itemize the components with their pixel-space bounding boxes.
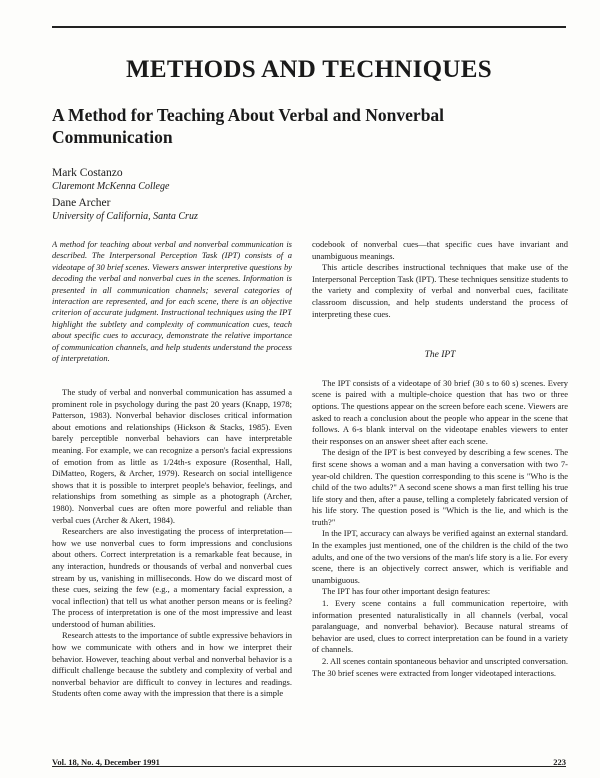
abstract-lead: A method for teaching about verbal and nonverbal communication is described. — [52, 239, 292, 261]
body-paragraph: The IPT consists of a videotape of 30 brief (30 s to 60 s) scenes. Every scene is paired with a multiple-choice question that has two or three options. The questions appear on the screen before each scene. Viewers are asked to reach a conclusion about the people who appear in the scene that follows. A 6-s blank interval on the videotape enables viewers to enter their responses on an answer sheet after each scene. — [312, 377, 568, 446]
body-paragraph: The design of the IPT is best conveyed by describing a few scenes. The first scene shows a woman and a man having a conversation with two 7-year-old children. The question corresponding to this scene is "Who is the child of the two adults?" A second scene shows a man first telling his true life story and then, after a pause, telling a completely fabricated version of his life story. The question posed is "Which is the lie, and which is the truth?" — [312, 447, 568, 527]
body-paragraph: This article describes instructional techniques that make use of the Interpersonal Perception Task (IPT). These techniques sensitize students to the variety and complexity of verbal and nonverbal cues, facilitate classroom discussion, and help students understand the process of interpreting these cues. — [312, 262, 568, 319]
author-affiliation: Claremont McKenna College — [52, 181, 170, 192]
body-paragraph: codebook of nonverbal cues—that specific cues have invariant and unambiguous meanings. — [312, 239, 568, 261]
section-title: METHODS AND TECHNIQUES — [126, 56, 492, 83]
abstract — [52, 239, 292, 373]
body-paragraph: In the IPT, accuracy can always be verified against an external standard. In the examples just mentioned, one of the children is the child of the two adults, and one of the two versions of the man's life story is a lie. For every scene, there is an objectively correct answer, which is verifiable and unambiguous. — [312, 528, 568, 585]
left-column — [52, 239, 292, 700]
body-paragraph: The IPT has four other important design features: — [322, 586, 491, 597]
author-name: Dane Archer — [52, 197, 111, 209]
author-block — [52, 196, 198, 224]
right-column — [312, 239, 568, 679]
author-affiliation: University of California, Santa Cruz — [52, 211, 198, 222]
section-subheading: The IPT — [424, 350, 456, 361]
list-item: 2. All scenes contain spontaneous behavior and unscripted conversation. The 30 brief scenes were extracted from longer videotaped interactions. — [312, 656, 568, 678]
list-item: 1. Every scene contains a full communication repertoire, with information presented naturalistically in all channels (verbal, vocal paralanguage, and nonverbal behavior). Because natural streams of behavior are used, clues to correct interpretation can be found in a variety of channels. — [312, 598, 568, 655]
body-paragraph: Research attests to the importance of subtle expressive behaviors in how we communicate with others and in how we interpret their behavior. However, teaching about verbal and nonverbal behavior is a difficult challenge because the subtlety and complexity of verbal and nonverbal behavior are difficult to convey in lectures and readings. Students often come away with the impression that there is a simple — [52, 630, 292, 699]
article-title: A Method for Teaching About Verbal and Nonverbal Communication — [52, 105, 445, 147]
journal-citation: Vol. 18, No. 4, December 1991 — [52, 757, 160, 767]
body-paragraph: Researchers are also investigating the process of interpretation—how we use nonverbal cues to form impressions and conclusions about others. Correct interpretation is a remarkable feat because, in any interaction, hundreds or thousands of verbal and nonverbal cues stream by us, vanishing in milliseconds. How do we discard most of these cues, seizing the few (e.g., a momentary facial expression, a vocal inflection) that tell us what another person means or is feeling? The process of interpretation is one of the most impressive and least understood of human abilities. — [52, 526, 292, 629]
body-paragraph: The study of verbal and nonverbal communication has assumed a prominent role in psychology during the past 20 years (Knapp, 1978; Patterson, 1983). Nonverbal behavior discloses critical information about emotions and relationships (Hickson & Stacks, 1985). Even barely perceptible nonverbal behaviors can have interpretable meaning. For example, we can recognize a person's facial expressions of emotion from as little as 1/24th-s exposure (Rosenthal, Hall, DiMatteo, Rogers, & Archer, 1979). Research on social intelligence shows that it is possible to interpret people's behavior, feelings, and relationships from something as simple as a photograph (Archer, 1980). Nonverbal cues are often more powerful and reliable than verbal cues (Archer & Akert, 1984). — [52, 387, 292, 525]
top-rule — [52, 26, 566, 28]
abstract-text: The Interpersonal Perception Task (IPT) consists of a videotape of 30 brief scenes. Viewers answer interpretive questions by decoding the verbal and nonverbal cues in the scenes. Information is presented in all communication channels; several categories of interaction are represented, and for each scene, there is an objective criterion of accurate judgment. Instructional techniques using the IPT highlight the subtlety and complexity of communication cues, teach about specific cues to accuracy, demonstrate the relative importance of communication channels, and help students understand the process of interpretation. — [52, 250, 292, 364]
page-number: 223 — [553, 757, 566, 767]
author-block — [52, 166, 169, 194]
author-name: Mark Costanzo — [52, 167, 123, 179]
